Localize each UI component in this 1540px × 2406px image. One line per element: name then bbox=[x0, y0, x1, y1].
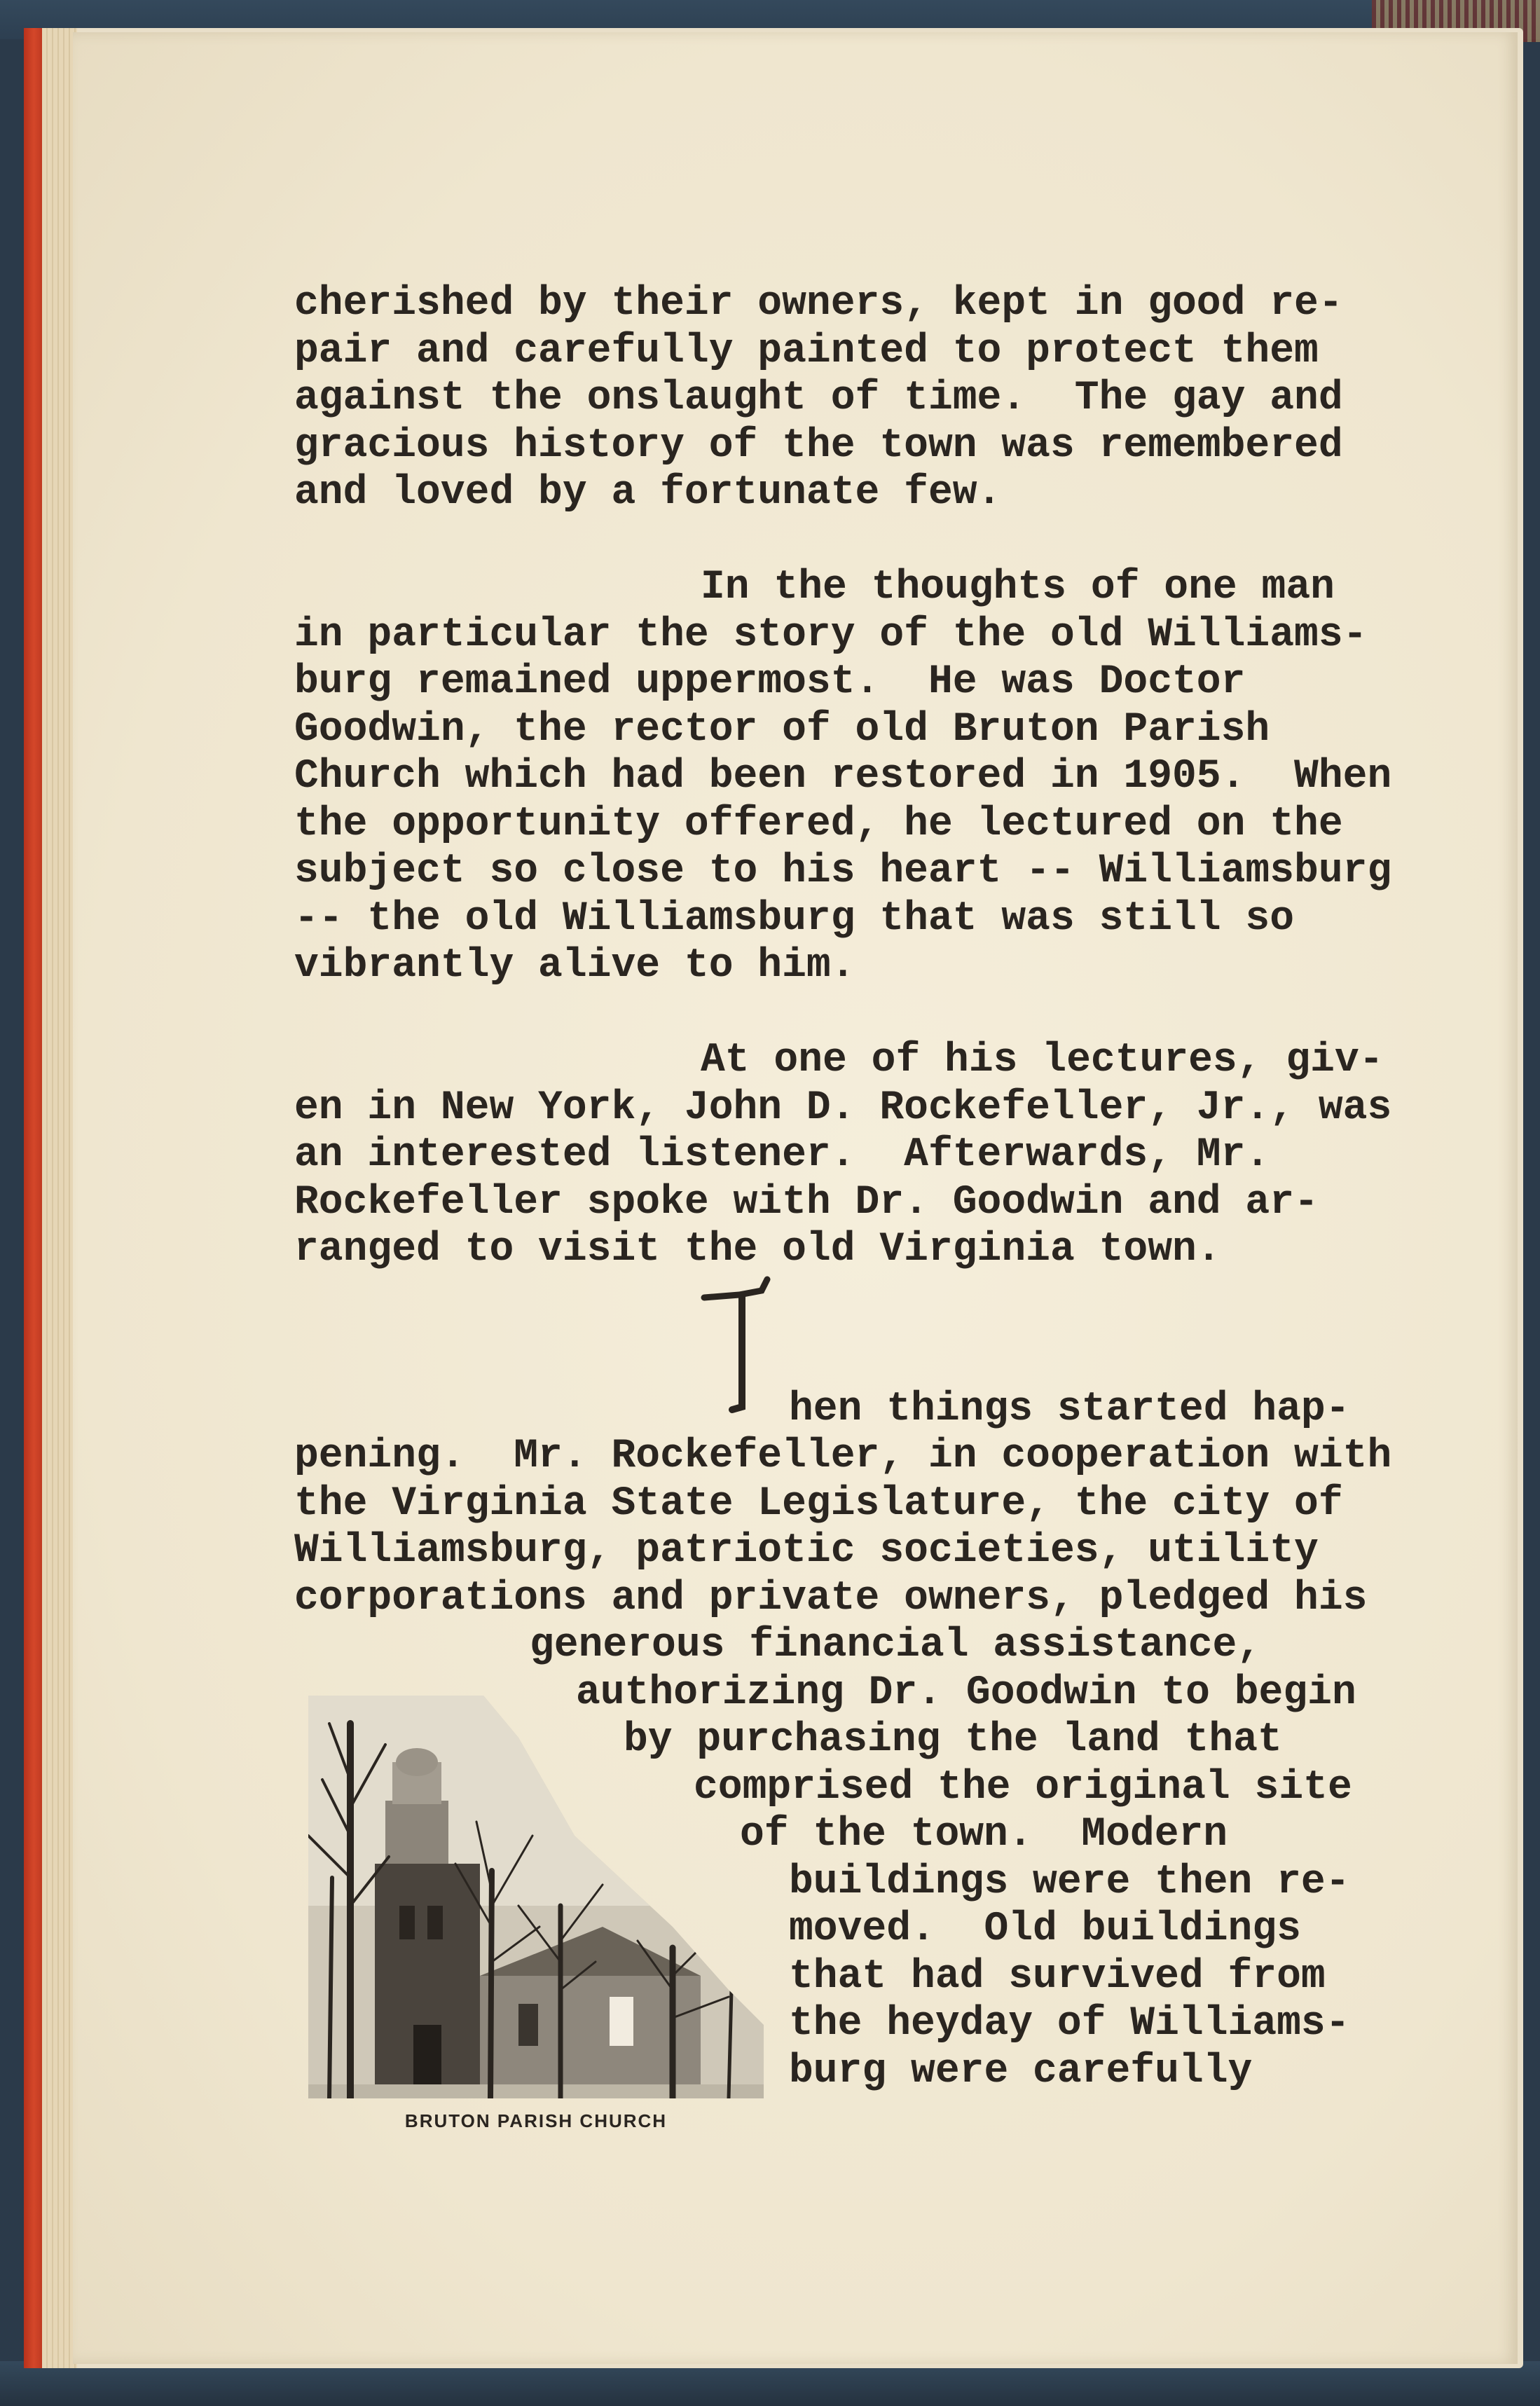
church-illustration bbox=[308, 1696, 764, 2144]
text-line: an interested listener. Afterwards, Mr. bbox=[294, 1132, 1270, 1178]
text-line: vibrantly alive to him. bbox=[294, 943, 855, 989]
dropcap-row bbox=[294, 1274, 1373, 1386]
text-line: en in New York, John D. Rockefeller, Jr., was bbox=[294, 1085, 1392, 1131]
text-line: gracious history of the town was remembered bbox=[294, 422, 1343, 469]
paragraph-3 bbox=[294, 1037, 1392, 1274]
text-line: pair and carefully painted to protect them bbox=[294, 328, 1319, 374]
text-line: pening. Mr. Rockefeller, in cooperation with bbox=[294, 1434, 1392, 1479]
text-line: authorizing Dr. Goodwin to begin bbox=[576, 1670, 1356, 1716]
text-line: the Virginia State Legislature, the city of bbox=[294, 1480, 1343, 1527]
text-line: Church which had been restored in 1905. When bbox=[294, 754, 1392, 799]
bruton-parish-church-photo bbox=[308, 1696, 764, 2098]
text-line: cherished by their owners, kept in good re- bbox=[294, 281, 1343, 326]
text-line: moved. Old buildings bbox=[789, 1906, 1301, 1952]
text-line: by purchasing the land that bbox=[624, 1717, 1282, 1763]
paragraph-2 bbox=[294, 564, 1392, 990]
text-line: Rockefeller spoke with Dr. Goodwin and ar- bbox=[294, 1179, 1319, 1225]
text-line: -- the old Williamsburg that was still so bbox=[294, 895, 1295, 942]
text-line: At one of his lectures, giv- bbox=[701, 1038, 1384, 1083]
text-line: of the town. Modern bbox=[740, 1812, 1228, 1857]
text-line: burg were carefully bbox=[789, 2048, 1253, 2094]
text-line: the heyday of Williams- bbox=[789, 2001, 1350, 2047]
text-line: burg remained uppermost. He was Doctor bbox=[294, 659, 1246, 705]
dropcap-t-glyph bbox=[697, 1274, 781, 1414]
text-line: and loved by a fortunate few. bbox=[294, 470, 1002, 516]
paragraph-gap bbox=[294, 990, 1373, 1038]
text-line: corporations and private owners, pledged his bbox=[294, 1575, 1368, 1621]
text-line: comprised the original site bbox=[694, 1764, 1352, 1810]
text-line: In the thoughts of one man bbox=[701, 565, 1335, 610]
text-line: Goodwin, the rector of old Bruton Parish bbox=[294, 706, 1270, 752]
paragraph-1 bbox=[294, 280, 1373, 517]
photo-caption: BRUTON PARISH CHURCH bbox=[404, 2110, 668, 2131]
text-line: hen things started hap- bbox=[789, 1386, 1350, 1432]
text-line: generous financial assistance, bbox=[530, 1623, 1262, 1668]
paragraph-gap bbox=[294, 517, 1373, 565]
text-line: subject so close to his heart -- Williamsburg bbox=[294, 848, 1392, 894]
text-line: against the onslaught of time. The gay and bbox=[294, 376, 1343, 421]
text-line: that had survived from bbox=[789, 1953, 1326, 2000]
book-page bbox=[73, 32, 1518, 2364]
page-edges bbox=[42, 28, 77, 2368]
text-line: in particular the story of the old Williams- bbox=[294, 612, 1368, 658]
red-page-edge bbox=[24, 28, 42, 2368]
dropcap-t bbox=[697, 1274, 781, 1414]
text-line: the opportunity offered, he lectured on the bbox=[294, 801, 1343, 847]
text-line: ranged to visit the old Virginia town. bbox=[294, 1227, 1221, 1272]
text-line: buildings were then re- bbox=[789, 1859, 1350, 1905]
text-line: Williamsburg, patriotic societies, utility bbox=[294, 1528, 1319, 1574]
